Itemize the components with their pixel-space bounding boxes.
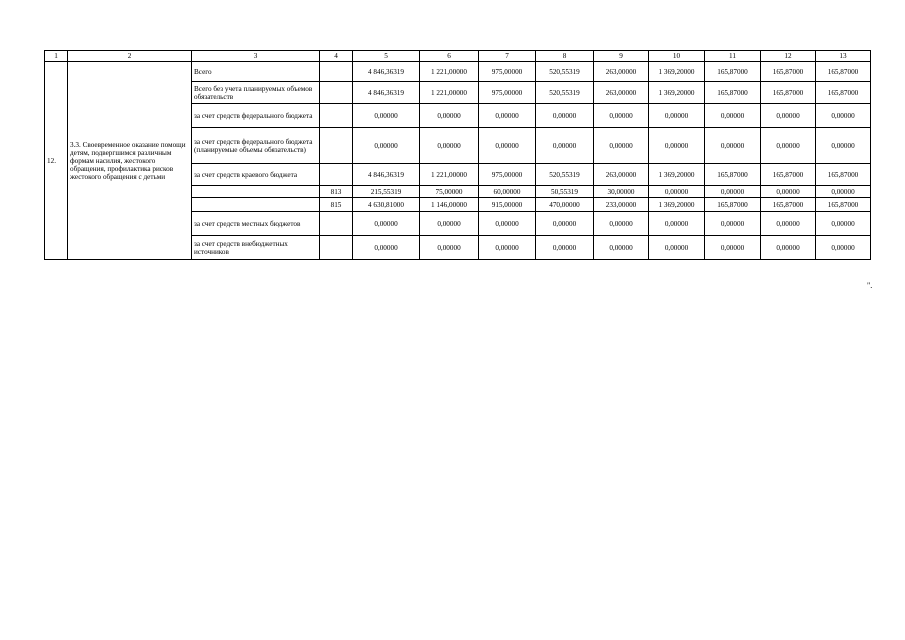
header-cell: 3 [192,51,320,62]
funding-source-cell: за счет средств федерального бюджета (планируемые объемы обязательств) [192,128,320,164]
budget-code-cell [320,62,353,82]
value-cell: 0,00000 [816,186,871,198]
budget-code-cell: 813 [320,186,353,198]
value-cell: 0,00000 [353,212,420,236]
value-cell: 1 369,20000 [649,62,705,82]
value-cell: 915,00000 [479,198,536,212]
value-cell: 263,00000 [594,164,649,186]
value-cell: 0,00000 [479,236,536,260]
value-cell: 1 369,20000 [649,82,705,104]
value-cell: 520,55319 [536,164,594,186]
funding-source-cell: за счет средств внебюджетных источников [192,236,320,260]
header-cell: 1 [45,51,68,62]
table-row [45,62,871,82]
item-description-cell: 3.3. Своевременное оказание помощи детям, подвергшимся различным формам насилия, жестокого обращения, профилактика рисков жестокого обращения с детьми [68,62,192,260]
value-cell: 4 846,36319 [353,82,420,104]
value-cell: 165,87000 [816,62,871,82]
value-cell: 0,00000 [594,212,649,236]
value-cell: 975,00000 [479,62,536,82]
value-cell: 0,00000 [479,104,536,128]
value-cell: 0,00000 [479,128,536,164]
value-cell: 0,00000 [705,186,761,198]
value-cell: 975,00000 [479,82,536,104]
value-cell: 75,00000 [420,186,479,198]
header-cell: 12 [761,51,816,62]
header-cell: 6 [420,51,479,62]
budget-code-cell [320,82,353,104]
value-cell: 0,00000 [816,212,871,236]
value-cell: 0,00000 [594,128,649,164]
value-cell: 1 221,00000 [420,164,479,186]
funding-source-cell [192,186,320,198]
budget-code-cell [320,164,353,186]
value-cell: 233,00000 [594,198,649,212]
value-cell: 263,00000 [594,62,649,82]
value-cell: 1 369,20000 [649,164,705,186]
value-cell: 4 846,36319 [353,62,420,82]
value-cell: 0,00000 [705,128,761,164]
value-cell: 4 846,36319 [353,164,420,186]
value-cell: 0,00000 [705,212,761,236]
header-row [45,51,871,62]
value-cell: 520,55319 [536,62,594,82]
budget-code-cell: 815 [320,198,353,212]
value-cell: 165,87000 [705,198,761,212]
funding-source-cell: за счет средств местных бюджетов [192,212,320,236]
table-body [45,51,871,260]
closing-quote-mark: ". [867,281,873,290]
funding-source-cell: Всего [192,62,320,82]
funding-source-cell: Всего без учета планируемых объемов обязательств [192,82,320,104]
budget-code-cell [320,212,353,236]
value-cell: 0,00000 [594,104,649,128]
budget-code-cell [320,104,353,128]
value-cell: 0,00000 [649,212,705,236]
value-cell: 165,87000 [705,62,761,82]
value-cell: 0,00000 [761,104,816,128]
value-cell: 50,55319 [536,186,594,198]
header-cell: 2 [68,51,192,62]
value-cell: 0,00000 [705,236,761,260]
value-cell: 263,00000 [594,82,649,104]
value-cell: 0,00000 [420,212,479,236]
value-cell: 165,87000 [816,198,871,212]
value-cell: 1 146,00000 [420,198,479,212]
header-cell: 5 [353,51,420,62]
value-cell: 470,00000 [536,198,594,212]
value-cell: 165,87000 [761,198,816,212]
value-cell: 0,00000 [536,104,594,128]
value-cell: 215,55319 [353,186,420,198]
value-cell: 520,55319 [536,82,594,104]
value-cell: 0,00000 [705,104,761,128]
value-cell: 0,00000 [594,236,649,260]
value-cell: 165,87000 [761,82,816,104]
budget-table [44,50,871,260]
header-cell: 10 [649,51,705,62]
value-cell: 0,00000 [816,236,871,260]
value-cell: 0,00000 [816,104,871,128]
value-cell: 165,87000 [761,164,816,186]
value-cell: 165,87000 [816,164,871,186]
value-cell: 0,00000 [536,236,594,260]
value-cell: 0,00000 [536,212,594,236]
value-cell: 0,00000 [420,236,479,260]
value-cell: 0,00000 [353,128,420,164]
value-cell: 4 630,81000 [353,198,420,212]
value-cell: 60,00000 [479,186,536,198]
value-cell: 165,87000 [816,82,871,104]
value-cell: 165,87000 [761,62,816,82]
funding-source-cell: за счет средств краевого бюджета [192,164,320,186]
header-cell: 11 [705,51,761,62]
item-number-cell: 12. [45,62,68,260]
value-cell: 0,00000 [761,236,816,260]
value-cell: 0,00000 [761,212,816,236]
value-cell: 0,00000 [649,186,705,198]
value-cell: 0,00000 [761,128,816,164]
header-cell: 13 [816,51,871,62]
header-cell: 8 [536,51,594,62]
funding-source-cell: за счет средств федерального бюджета [192,104,320,128]
budget-code-cell [320,128,353,164]
value-cell: 0,00000 [353,104,420,128]
value-cell: 30,00000 [594,186,649,198]
value-cell: 0,00000 [816,128,871,164]
value-cell: 0,00000 [479,212,536,236]
value-cell: 0,00000 [649,236,705,260]
header-cell: 7 [479,51,536,62]
value-cell: 0,00000 [420,128,479,164]
value-cell: 0,00000 [649,128,705,164]
value-cell: 0,00000 [420,104,479,128]
value-cell: 1 221,00000 [420,62,479,82]
value-cell: 1 369,20000 [649,198,705,212]
value-cell: 975,00000 [479,164,536,186]
header-cell: 4 [320,51,353,62]
funding-source-cell [192,198,320,212]
value-cell: 0,00000 [353,236,420,260]
value-cell: 165,87000 [705,164,761,186]
value-cell: 0,00000 [761,186,816,198]
header-cell: 9 [594,51,649,62]
value-cell: 0,00000 [649,104,705,128]
budget-code-cell [320,236,353,260]
value-cell: 165,87000 [705,82,761,104]
value-cell: 1 221,00000 [420,82,479,104]
value-cell: 0,00000 [536,128,594,164]
